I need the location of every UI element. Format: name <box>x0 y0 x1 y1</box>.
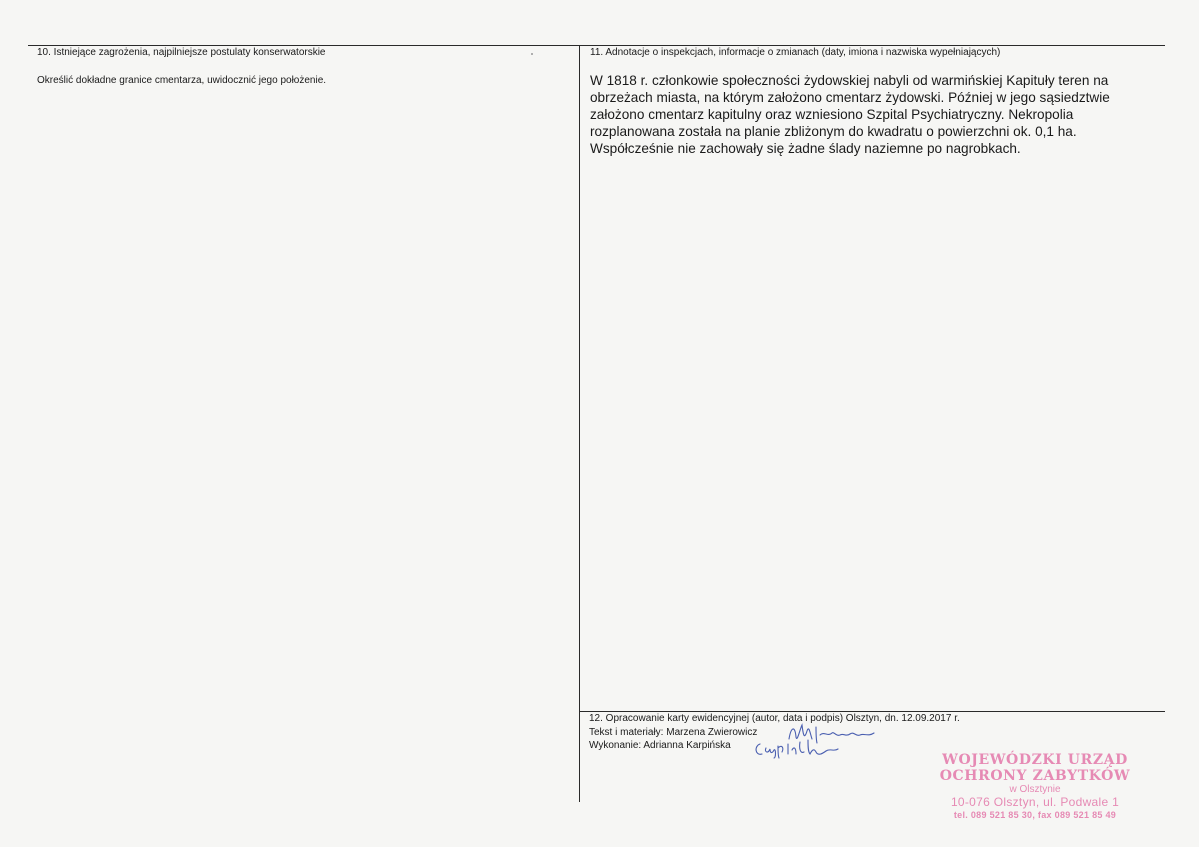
section10-instruction: Określić dokładne granice cmentarza, uwidocznić jego położenie. <box>37 75 327 86</box>
stamp-line2: OCHRONY ZABYTKÓW <box>939 768 1131 784</box>
section12-rule <box>579 711 1165 712</box>
stamp-line5: tel. 089 521 85 30, fax 089 521 85 49 <box>953 810 1117 820</box>
stamp-line1: WOJEWÓDZKI URZĄD <box>942 752 1128 768</box>
section11-line: założono cmentarz kapitulny oraz wzniesiono Szpital Psychiatryczny. Nekropolia <box>590 107 1074 122</box>
speck <box>531 53 533 55</box>
section11-line: obrzeżach miasta, na którym założono cmentarz żydowski. Później w jego sąsiedztwie <box>590 90 1110 105</box>
text-materials-credit: Tekst i materiały: Marzena Zwierowicz <box>589 727 758 738</box>
stamp-line3: w Olsztynie <box>1009 784 1061 795</box>
section10-title: 10. Istniejące zagrożenia, najpilniejsze postulaty konserwatorskie <box>37 47 326 58</box>
official-stamp <box>935 752 1135 821</box>
column-divider <box>579 45 580 802</box>
signature-karpinska-icon <box>752 734 847 760</box>
section11-line: W 1818 r. członkowie społeczności żydowskiej nabyli od warmińskiej Kapituły teren na <box>590 73 1109 88</box>
section12-title: 12. Opracowanie karty ewidencyjnej (autor, data i podpis) Olsztyn, dn. 12.09.2017 r. <box>589 713 960 724</box>
top-rule <box>28 45 1165 46</box>
stamp-line4: 10-076 Olsztyn, ul. Podwale 1 <box>950 795 1120 809</box>
execution-credit: Wykonanie: Adrianna Karpińska <box>589 740 731 751</box>
section11-body <box>590 72 1150 157</box>
section11-title: 11. Adnotacje o inspekcjach, informacje o zmianach (daty, imiona i nazwiska wypełniających) <box>590 47 1001 58</box>
section11-line: Współcześnie nie zachowały się żadne ślady naziemne po nagrobkach. <box>590 141 1021 156</box>
section11-line: rozplanowana została na planie zbliżonym do kwadratu o powierzchni ok. 0,1 ha. <box>590 124 1077 139</box>
